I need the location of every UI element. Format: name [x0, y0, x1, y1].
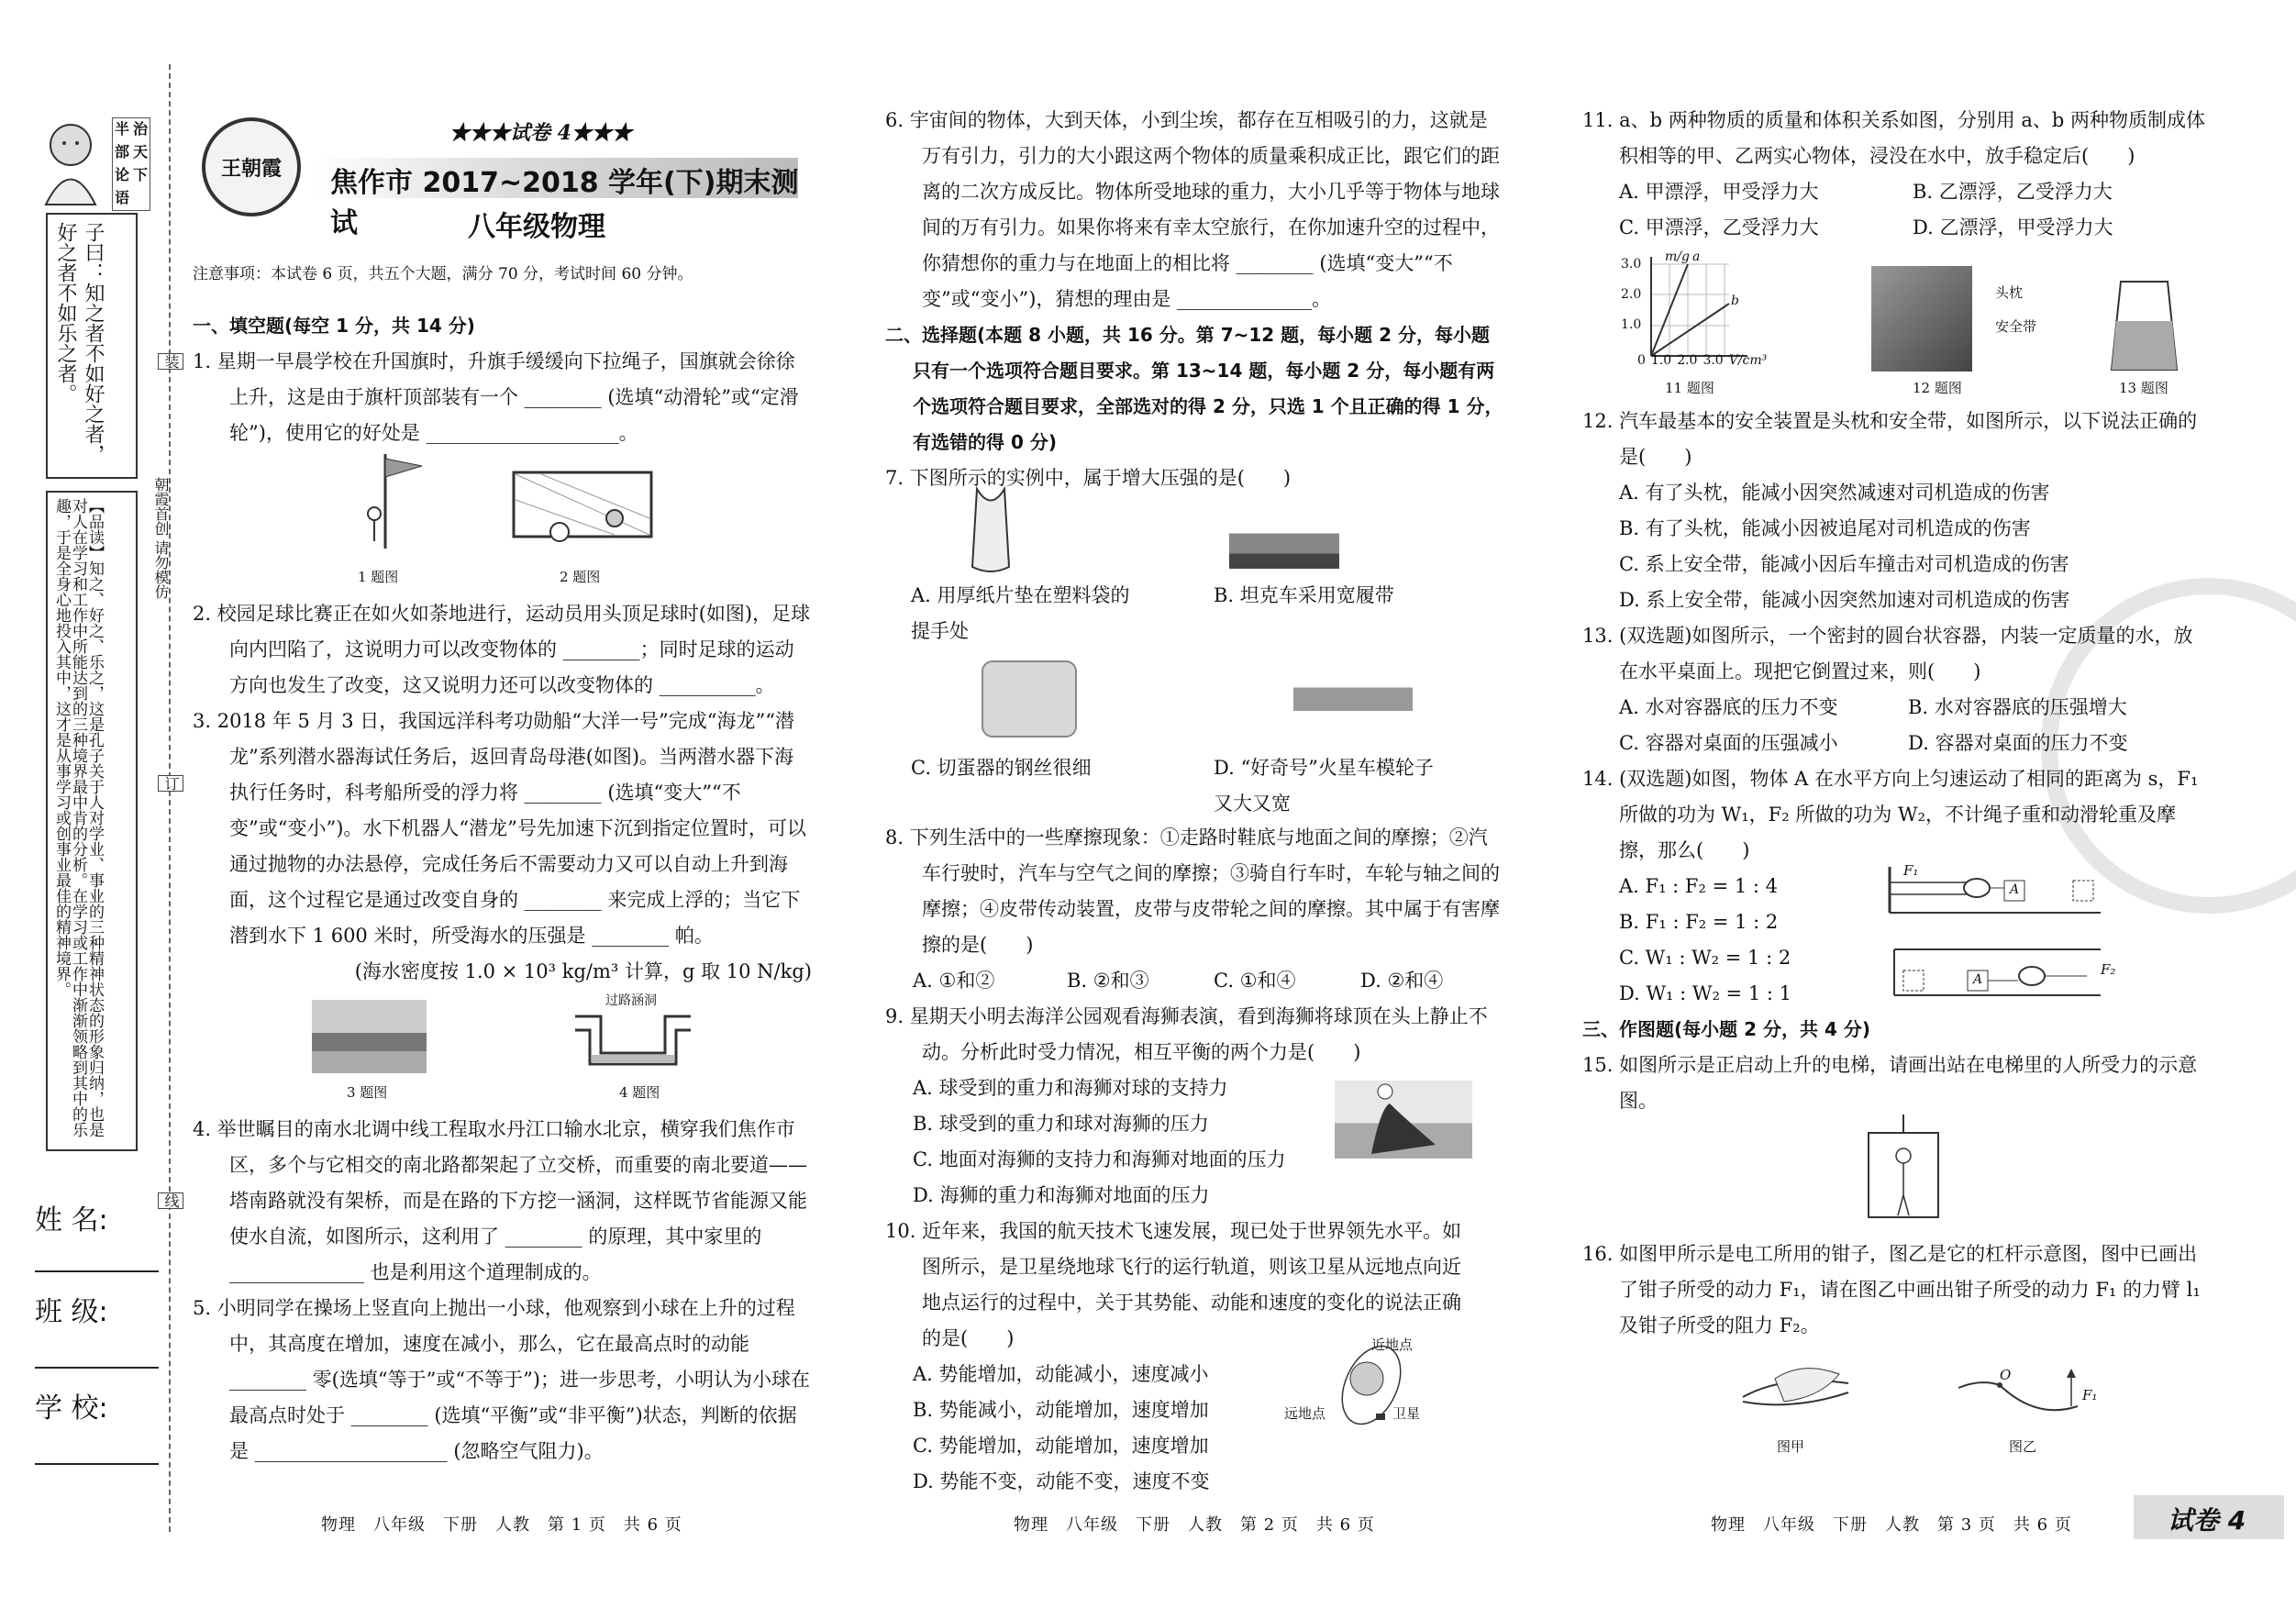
question-4: 4. 举世瞩目的南水北调中线工程取水丹江口输水北京，横穿我们焦作市区，多个与它相交的南北路都架起了立交桥，而重要的南北要道——塔南路就没有架桥，而是在路的下方挖一涵洞，这样既节省能源又能使水自流，如图所示，这利用了 ________ 的原理，其中家里的 ______________ 也是利用这个道理制成的。 [193, 1118, 807, 1283]
col1-text-top [193, 308, 812, 451]
question-5: 5. 小明同学在操场上竖直向上抛出一小球，他观察到小球在上升的过程中，其高度在增加，速度在减小，那么，它在最高点时的动能 ________ 零(选填“等于”或“不等于”)；进一步思考，小明认为小球在最高点时处于 ________ (选填“平衡”或“非平衡”)状态，判断的依据是 ____________________ (忽略空气阻力)。 [193, 1297, 811, 1462]
q14-option-a: A. F₁ : F₂ = 1 : 4 [1619, 875, 1779, 897]
figure-2 [505, 463, 660, 560]
q11-option-b: B. 乙漂浮，乙受浮力大 [1913, 181, 2113, 203]
figure-3-caption: 3 题图 [347, 1084, 388, 1101]
q12-option-d: D. 系上安全带，能减小因突然加速对司机造成的伤害 [1619, 589, 2070, 611]
q7-option-a: A. 用厚纸片垫在塑料袋的提手处 [911, 584, 1130, 642]
reading-box [46, 491, 138, 1151]
q9-option-d: D. 海狮的重力和海狮对地面的压力 [913, 1184, 1210, 1206]
q9-option-b: B. 球受到的重力和球对海狮的压力 [913, 1113, 1209, 1135]
q14-option-d: D. W₁ : W₂ = 1 : 1 [1619, 982, 1791, 1004]
question-12: 12. 汽车最基本的安全装置是头枕和安全带，如图所示，以下说法正确的是( ) [1582, 410, 2198, 468]
paper-tag: ★★★试卷 4★★★ [449, 121, 632, 145]
q13-option-b: B. 水对容器底的压强增大 [1908, 696, 2127, 718]
class-field-label: 班 级: [35, 1296, 108, 1328]
q15-elevator-diagram [1867, 1115, 1940, 1220]
question-13: 13. (双选题)如图所示，一个密封的圆台状容器，内装一定质量的水，放在水平桌面上。现把它倒置过来，则( ) [1582, 625, 2193, 682]
graph-ytick-3: 3.0 [1621, 257, 1642, 272]
question-10: 10. 近年来，我国的航天技术飞速发展，现已处于世界领先水平。如图所示，是卫星绕地球飞行的运行轨道，则该卫星从远地点向近地点运行的过程中，关于其势能、动能和速度的变化的说法正确的是( ) [885, 1220, 1462, 1349]
pulley-a-label-1: A [2010, 882, 2020, 897]
pulley-a-label-2: A [1973, 972, 1983, 987]
cut-label-3: 订 [158, 775, 183, 792]
q11-options [1582, 174, 2206, 246]
figure-11-caption: 11 题图 [1665, 380, 1714, 396]
q11-option-c: C. 甲漂浮，乙受浮力大 [1619, 216, 1819, 238]
q10-sat-label: 卫星 [1392, 1405, 1421, 1422]
q8-option-c: C. ①和④ [1214, 970, 1296, 992]
school-field[interactable] [35, 1463, 159, 1465]
figure-4-caption: 4 题图 [619, 1084, 660, 1101]
graph-ytick-2: 2.0 [1621, 287, 1642, 302]
column-3 [1582, 0, 2284, 1597]
cut-label-1: 装 [158, 353, 183, 370]
question-15: 15. 如图所示是正启动上升的电梯，请画出站在电梯里的人所受力的示意图。 [1582, 1054, 2198, 1112]
figure-13-caption: 13 题图 [2119, 380, 2168, 396]
col3-text-bottom [1582, 1237, 2206, 1344]
q13-option-d: D. 容器对桌面的压力不变 [1908, 732, 2128, 754]
car-headrest-label: 头枕 [1995, 284, 2024, 301]
name-field[interactable] [35, 1270, 159, 1272]
q7-option-b: B. 坦克车采用宽履带 [1214, 584, 1394, 606]
logo [202, 117, 301, 216]
school-field-label: 学 校: [35, 1392, 108, 1425]
logo-text: 王朝霞 [220, 156, 282, 181]
question-11: 11. a、b 两种物质的质量和体积关系如图，分别用 a、b 两种物质制成体积相等的甲、乙两实心物体，浸没在水中，放手稳定后( ) [1582, 109, 2206, 167]
question-3: 3. 2018 年 5 月 3 日，我国远洋科考功勋船“大洋一号”完成“海龙”“潜龙”系列潜水器海试任务后，返回青岛母港(如图)。当两潜水器下海执行任务时，科考船所受的浮力将 ________ (选填“变大”“不变”或“变小”)。水下机器人“潜龙”号先加速下沉到指定位置时，可以通过抛物的办法悬停，完成任务后不需要动力又可以自动上升到海面，这个过程它是通过改变自身的 ________ 来完成上浮的；当它下潜到水下 1 600 米时，所受海水的压强是 ________ 帕。 [193, 710, 806, 947]
car-belt-label: 安全带 [1995, 318, 2037, 335]
section-1-heading: 一、填空题(每空 1 分，共 14 分) [193, 315, 475, 337]
col1-text-mid [193, 596, 812, 990]
quote-box [46, 213, 138, 479]
q7-option-c: C. 切蛋器的钢丝很细 [911, 757, 1092, 779]
confucius-quote: 子曰：知之者不如好之者，好之者不如乐之者。 [54, 222, 105, 464]
q13-option-a: A. 水对容器底的压力不变 [1619, 696, 1838, 718]
question-9: 9. 星期天小明去海洋公园观看海狮表演，看到海狮将球顶在头上静止不动。分析此时受力情况，相互平衡的两个力是( ) [885, 1005, 1488, 1063]
section-3-heading: 三、作图题(每小题 2 分，共 4 分) [1582, 1018, 1870, 1040]
figure-4-culvert [573, 1007, 693, 1071]
q9-option-c: C. 地面对海狮的支持力和海狮对地面的压力 [913, 1148, 1286, 1170]
q7-rover-image [1293, 660, 1413, 738]
q16-lever-diagram [1954, 1365, 2091, 1429]
exam-title: 焦作市 2017~2018 学年(下)期末测试 [330, 167, 799, 239]
figure-16b-caption: 图乙 [2009, 1438, 2037, 1455]
col1-text-bottom [193, 1112, 812, 1469]
cut-label-2: 朝霞首创 请勿模仿 [152, 477, 169, 660]
graph-ytick-1: 1.0 [1621, 317, 1642, 332]
graph-a-label: a [1692, 250, 1701, 264]
page-3-footer: 物理 八年级 下册 人教 第 3 页 共 6 页 [1711, 1515, 2072, 1535]
q10-option-b: B. 势能减小，动能增加，速度增加 [913, 1399, 1209, 1421]
lever-f1-label: F₁ [2082, 1387, 2098, 1403]
figure-2-caption: 2 题图 [560, 569, 601, 585]
col3-text-mid [1582, 404, 2206, 1119]
graph-ylabel: m/g [1665, 250, 1690, 264]
q8-options [885, 963, 1504, 999]
col2-text-top [885, 103, 1504, 496]
q14-option-b: B. F₁ : F₂ = 1 : 2 [1619, 911, 1779, 933]
q7-egg-slicer-image [982, 660, 1077, 738]
q10-option-a: A. 势能增加，动能减小，速度减小 [913, 1363, 1209, 1385]
figure-4-label: 过路涵洞 [605, 993, 657, 1008]
question-6: 6. 宇宙间的物体，大到天体，小到尘埃，都存在互相吸引的力，这就是万有引力，引力的大小跟这两个物体的质量乘积成正比，跟它们的距离的二次方成反比。物体所受地球的重力，大小几乎等于物体与地球间的万有引力。如果你将来有幸太空旅行，在你加速升空的过程中，你猜想你的重力与在地面上的相比将 ________ (选填“变大”“不变”或“变小”)，猜想的理由是 ______________。 [885, 109, 1500, 310]
figure-12-caption: 12 题图 [1913, 380, 1962, 396]
q7-bag-image [963, 484, 1018, 576]
cut-line [169, 64, 171, 1532]
figure-1 [349, 449, 431, 560]
graph-xticks: 0 1.0 2.0 3.0 V/cm³ [1637, 353, 1768, 368]
paper-badge-text: 试卷 4 [2168, 1505, 2246, 1536]
q14-option-c: C. W₁ : W₂ = 1 : 2 [1619, 947, 1791, 969]
q11-option-a: A. 甲漂浮，甲受浮力大 [1619, 181, 1819, 203]
q9-option-a: A. 球受到的重力和海狮对球的支持力 [913, 1077, 1228, 1099]
q12-option-b: B. 有了头枕，能减小因被追尾对司机造成的伤害 [1619, 517, 2031, 539]
question-3-note: (海水密度按 1.0 × 10³ kg/m³ 计算，g 取 10 N/kg) [354, 960, 812, 982]
question-16: 16. 如图甲所示是电工所用的钳子，图乙是它的杠杆示意图，图中已画出了钳子所受的动力 F₁，请在图乙中画出钳子所受的动力 F₁ 的力臂 l₁ 及钳子所受的阻力 F₂。 [1582, 1243, 2201, 1336]
question-8: 8. 下列生活中的一些摩擦现象：①走路时鞋底与地面之间的摩擦；②汽车行驶时，汽车与空气之间的摩擦；③骑自行车时，车轮与轴之间的摩擦；④皮带传动装置，皮带与皮带轮之间的摩擦。其中属于有害摩擦的是( ) [885, 826, 1500, 956]
q14-pulley-diagram [1885, 862, 2105, 1000]
column-1 [193, 0, 816, 1597]
exam-subtitle: 八年级物理 [468, 211, 605, 243]
exam-notice: 注意事项：本试卷 6 页，共五个大题，满分 70 分，考试时间 60 分钟。 [193, 265, 693, 283]
name-field-label: 姓 名: [35, 1204, 108, 1237]
section-2-heading: 二、选择题(本题 8 小题，共 16 分。第 7~12 题，每小题 2 分，每小题只有一个选项符合题目要求。第 13~14 题，每小题 2 分，每小题有两个选项符合题目要求，全部选对的得 2 分，只选 1 个且正确的得 1 分，有选错的得 0 分) [885, 324, 1503, 453]
reading-text: 【品读】知之、好之、乐之，这是孔子关于人对学业、事业的三种精神状态的形象归纳，也是对人在学习和工作中所能达到的三种境界最中肯的分析。在学习或工作中渐渐领略到其中的乐趣，于是全身心地投入其中，这才是从事学习或创事业最佳的精神境界。 [52, 498, 104, 1137]
question-2: 2. 校园足球比赛正在如火如荼地进行，运动员用头顶足球时(如图)，足球向内凹陷了，这说明力可以改变物体的 ________；同时足球的运动方向也发生了改变，这又说明力还可以改变物体的 __________。 [193, 603, 811, 696]
q11-option-d: D. 乙漂浮，甲受浮力大 [1913, 216, 2113, 238]
page-2-footer: 物理 八年级 下册 人教 第 2 页 共 6 页 [1014, 1515, 1375, 1535]
q12-option-a: A. 有了头枕，能减小因突然减速对司机造成的伤害 [1619, 482, 2050, 504]
q7-option-d: D. “好奇号”火星车模轮子又大又宽 [1214, 757, 1434, 815]
class-field[interactable] [35, 1367, 159, 1369]
q16-pliers-image [1738, 1356, 1858, 1429]
pulley-f1-label: F₁ [1903, 862, 1919, 879]
page-1-footer: 物理 八年级 下册 人教 第 1 页 共 6 页 [321, 1515, 682, 1535]
series-box: 半 治 部 天 论 下 语 [112, 117, 150, 211]
question-1: 1. 星期一早晨学校在升国旗时，升旗手缓缓向下拉绳子，国旗就会徐徐上升，这是由于旗杆顶部装有一个 ________ (选填“动滑轮”或“定滑轮”)，使用它的好处是 ____________________。 [193, 350, 799, 444]
q9-sea-lion-image [1335, 1081, 1472, 1159]
paper-badge [2096, 1495, 2284, 1539]
q8-option-b: B. ②和③ [1067, 970, 1149, 992]
q12-car-seat-image [1871, 266, 1972, 372]
q13-option-c: C. 容器对桌面的压强减小 [1619, 732, 1838, 754]
lever-o-label: O [2000, 1367, 2012, 1383]
q13-container [2110, 280, 2179, 372]
question-14: 14. (双选题)如图，物体 A 在水平方向上匀速运动了相同的距离为 s，F₁ 所做的功为 W₁，F₂ 所做的功为 W₂，不计绳子重和动滑轮重及摩擦，那么( ) [1582, 768, 2199, 861]
graph-b-label: b [1731, 294, 1739, 308]
sidebar [0, 0, 180, 1597]
sage-illustration [29, 117, 112, 209]
q8-option-d: D. ②和④ [1360, 970, 1444, 992]
q12-option-c: C. 系上安全带，能减小因后车撞击对司机造成的伤害 [1619, 553, 2069, 575]
q10-option-c: C. 势能增加，动能增加，速度增加 [913, 1435, 1209, 1457]
column-2 [885, 0, 1509, 1597]
figure-16a-caption: 图甲 [1777, 1438, 1805, 1455]
question-7: 7. 下图所示的实例中，属于增大压强的是( ) [885, 467, 1292, 489]
q10-near-label: 近地点 [1371, 1336, 1414, 1353]
cut-label-4: 线 [158, 1192, 183, 1209]
figure-3-ship-photo [312, 1000, 427, 1073]
col3-text-top [1582, 103, 2206, 246]
pulley-f2-label: F₂ [2101, 961, 2116, 978]
figure-1-caption: 1 题图 [358, 569, 399, 585]
q8-option-a: A. ①和② [913, 970, 995, 992]
q10-far-label: 远地点 [1284, 1405, 1326, 1422]
q13-options [1582, 690, 2206, 761]
q7-tank-image [1229, 518, 1339, 569]
q10-option-d: D. 势能不变，动能不变，速度不变 [913, 1470, 1210, 1492]
